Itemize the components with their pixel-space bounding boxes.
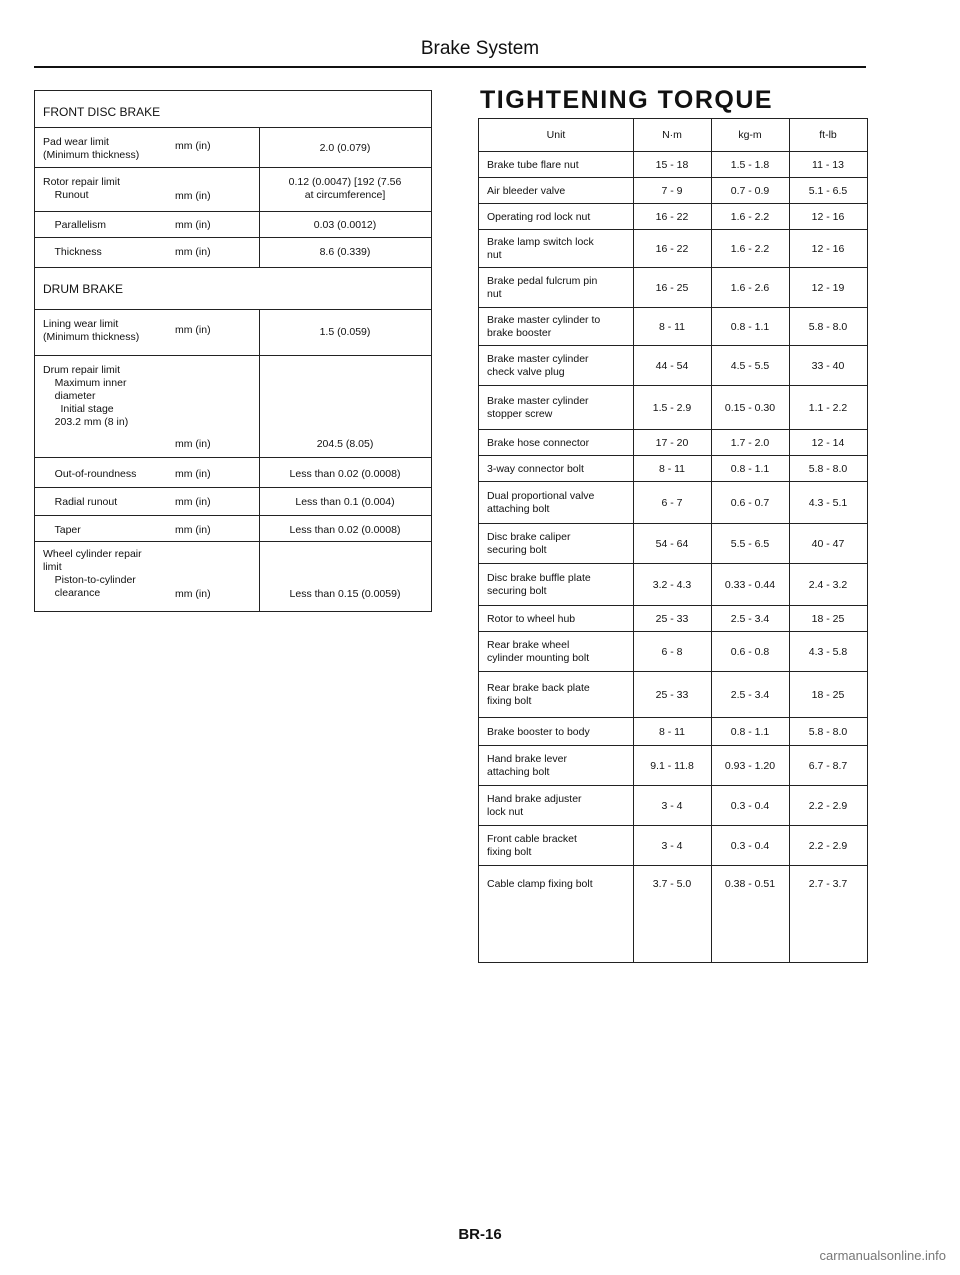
table-row [479, 745, 867, 786]
spec-row [35, 127, 431, 168]
spec-value: Less than 0.1 (0.004) [295, 496, 395, 508]
tightening-torque-table [478, 118, 868, 963]
torque-nm: 8 - 11 [658, 320, 686, 333]
table-row [479, 605, 867, 632]
column-divider [711, 119, 712, 962]
spec-unit: mm (in) [175, 140, 211, 152]
torque-kgm: 0.7 - 0.9 [730, 184, 770, 197]
torque-ftlb: 2.4 - 3.2 [808, 578, 848, 591]
table-header-row [479, 119, 867, 151]
spec-label: Radial runout [43, 496, 118, 508]
spec-unit: mm (in) [175, 324, 211, 336]
spec-unit: mm (in) [175, 190, 211, 202]
column-divider [789, 119, 790, 962]
fastener-name: Rear brake wheel cylinder mounting bolt [487, 639, 590, 664]
torque-kgm: 4.5 - 5.5 [730, 359, 770, 372]
torque-nm: 3 - 4 [661, 839, 683, 852]
table-row [479, 631, 867, 672]
torque-kgm: 0.38 - 0.51 [724, 877, 776, 890]
column-divider [259, 356, 260, 458]
torque-nm: 16 - 22 [655, 210, 689, 223]
spec-row [35, 167, 431, 212]
table-row [479, 865, 867, 902]
fastener-name: Brake master cylinder stopper screw [487, 395, 589, 420]
fastener-name: 3-way connector bolt [487, 462, 584, 475]
torque-kgm: 2.5 - 3.4 [730, 688, 770, 701]
spec-unit: mm (in) [175, 468, 211, 480]
spec-unit: mm (in) [175, 438, 211, 450]
tightening-torque-title: TIGHTENING TORQUE [480, 86, 774, 114]
fastener-name: Cable clamp fixing bolt [487, 877, 593, 890]
torque-nm: 7 - 9 [661, 184, 683, 197]
spec-unit: mm (in) [175, 524, 211, 536]
torque-nm: 15 - 18 [655, 158, 689, 171]
fastener-name: Front cable bracket fixing bolt [487, 833, 577, 858]
spec-row [35, 541, 431, 612]
torque-ftlb: 18 - 25 [811, 688, 845, 701]
torque-ftlb: 12 - 19 [811, 281, 845, 294]
fastener-name: Rear brake back plate fixing bolt [487, 682, 590, 707]
spec-unit: mm (in) [175, 496, 211, 508]
torque-kgm: 5.5 - 6.5 [730, 537, 770, 550]
spec-row [35, 457, 431, 488]
spec-label: Taper [43, 524, 81, 536]
torque-ftlb: 12 - 14 [811, 436, 845, 449]
fastener-name: Disc brake caliper securing bolt [487, 531, 571, 556]
table-row [479, 151, 867, 178]
torque-nm: 6 - 8 [661, 645, 683, 658]
fastener-name: Operating rod lock nut [487, 210, 591, 223]
drum-brake-row [35, 267, 431, 310]
table-row [479, 563, 867, 606]
torque-ftlb: 5.1 - 6.5 [808, 184, 848, 197]
table-row [479, 429, 867, 456]
torque-nm: 3.7 - 5.0 [652, 877, 692, 890]
fastener-name: Dual proportional valve attaching bolt [487, 490, 595, 515]
spec-value: Less than 0.15 (0.0059) [289, 588, 401, 600]
fastener-name: Brake master cylinder check valve plug [487, 353, 589, 378]
spec-row [35, 211, 431, 238]
header-rule [34, 66, 866, 68]
fastener-name: Rotor to wheel hub [487, 612, 576, 625]
torque-ftlb: 12 - 16 [811, 210, 845, 223]
torque-kgm: 0.3 - 0.4 [730, 839, 770, 852]
table-row [479, 455, 867, 482]
torque-nm: 6 - 7 [661, 496, 683, 509]
table-row [479, 229, 867, 268]
fastener-name: Air bleeder valve [487, 184, 566, 197]
column-divider [259, 168, 260, 212]
fastener-name: Hand brake lever attaching bolt [487, 753, 567, 778]
spec-value: 1.5 (0.059) [319, 326, 371, 338]
column-divider [259, 128, 260, 168]
torque-nm: 16 - 22 [655, 242, 689, 255]
front-disc-brake-title: FRONT DISC BRAKE [43, 105, 161, 119]
torque-ftlb: 5.8 - 8.0 [808, 462, 848, 475]
spec-unit: mm (in) [175, 588, 211, 600]
torque-ftlb: 2.7 - 3.7 [808, 877, 848, 890]
torque-ftlb: 40 - 47 [811, 537, 845, 550]
torque-kgm: 1.6 - 2.2 [730, 210, 770, 223]
spec-label: Pad wear limit (Minimum thickness) [43, 136, 140, 161]
fastener-name: Brake tube flare nut [487, 158, 579, 171]
torque-nm: 54 - 64 [655, 537, 689, 550]
spec-label: Out-of-roundness [43, 468, 137, 480]
torque-ftlb: 33 - 40 [811, 359, 845, 372]
table-row [479, 385, 867, 430]
torque-kgm: 0.6 - 0.8 [730, 645, 770, 658]
torque-kgm: 0.93 - 1.20 [724, 759, 776, 772]
torque-kgm: 0.33 - 0.44 [724, 578, 776, 591]
torque-ftlb: 18 - 25 [811, 612, 845, 625]
torque-kgm: 1.5 - 1.8 [730, 158, 770, 171]
spec-value: Less than 0.02 (0.0008) [289, 468, 401, 480]
torque-ftlb: 4.3 - 5.1 [808, 496, 848, 509]
fastener-name: Brake booster to body [487, 725, 590, 738]
torque-kgm: 1.7 - 2.0 [730, 436, 770, 449]
column-divider [259, 488, 260, 516]
ftlb-header: ft-lb [819, 128, 837, 141]
fastener-name: Disc brake buffle plate securing bolt [487, 572, 591, 597]
torque-ftlb: 5.8 - 8.0 [808, 320, 848, 333]
torque-kgm: 1.6 - 2.2 [730, 242, 770, 255]
column-divider [259, 310, 260, 356]
page-title: Brake System [420, 38, 540, 59]
torque-nm: 8 - 11 [658, 462, 686, 475]
unit-header: Unit [546, 128, 566, 141]
spec-row [35, 487, 431, 516]
torque-ftlb: 1.1 - 2.2 [808, 401, 848, 414]
torque-kgm: 1.6 - 2.6 [730, 281, 770, 294]
fastener-name: Brake pedal fulcrum pin nut [487, 275, 598, 300]
torque-ftlb: 2.2 - 2.9 [808, 799, 848, 812]
spec-label: Thickness [43, 246, 102, 258]
column-divider [259, 516, 260, 542]
fastener-name: Brake hose connector [487, 436, 590, 449]
spec-value: 0.12 (0.0047) [192 (7.56 at circumference] [288, 176, 402, 201]
spec-row [35, 515, 431, 542]
spec-label: Parallelism [43, 219, 107, 231]
torque-ftlb: 2.2 - 2.9 [808, 839, 848, 852]
watermark: carmanualsonline.info [819, 1248, 946, 1263]
table-row [479, 717, 867, 746]
torque-nm: 1.5 - 2.9 [652, 401, 692, 414]
torque-nm: 3 - 4 [661, 799, 683, 812]
torque-ftlb: 12 - 16 [811, 242, 845, 255]
column-divider [633, 119, 634, 962]
column-divider [259, 542, 260, 612]
nm-header: N·m [662, 128, 682, 141]
torque-nm: 25 - 33 [655, 688, 689, 701]
spec-unit: mm (in) [175, 246, 211, 258]
torque-ftlb: 5.8 - 8.0 [808, 725, 848, 738]
spec-label: Wheel cylinder repair limit Piston-to-cylinder clearance [43, 548, 142, 599]
torque-nm: 3.2 - 4.3 [652, 578, 692, 591]
spec-row [35, 237, 431, 268]
spec-value: 204.5 (8.05) [316, 438, 374, 450]
table-row [479, 203, 867, 230]
table-row [479, 307, 867, 346]
column-divider [259, 238, 260, 268]
spec-unit: mm (in) [175, 219, 211, 231]
torque-kgm: 0.6 - 0.7 [730, 496, 770, 509]
torque-nm: 16 - 25 [655, 281, 689, 294]
spec-label: Lining wear limit (Minimum thickness) [43, 318, 140, 343]
table-row [479, 177, 867, 204]
table-row [479, 785, 867, 826]
torque-kgm: 2.5 - 3.4 [730, 612, 770, 625]
column-divider [259, 212, 260, 238]
spec-value: Less than 0.02 (0.0008) [289, 524, 401, 536]
torque-ftlb: 6.7 - 8.7 [808, 759, 848, 772]
table-row [479, 481, 867, 524]
kgm-header: kg-m [738, 128, 762, 141]
column-divider [259, 458, 260, 488]
torque-ftlb: 11 - 13 [812, 158, 844, 171]
fastener-name: Hand brake adjuster lock nut [487, 793, 582, 818]
torque-kgm: 0.8 - 1.1 [730, 320, 770, 333]
table-row [479, 267, 867, 308]
torque-nm: 9.1 - 11.8 [650, 759, 694, 772]
drum-brake-title: DRUM BRAKE [43, 282, 124, 296]
table-row [479, 825, 867, 866]
table-row [479, 523, 867, 564]
torque-nm: 44 - 54 [655, 359, 689, 372]
fastener-name: Brake master cylinder to brake booster [487, 314, 601, 339]
table-row [479, 671, 867, 718]
torque-kgm: 0.8 - 1.1 [730, 462, 770, 475]
torque-ftlb: 4.3 - 5.8 [808, 645, 848, 658]
page-number: BR-16 [458, 1226, 502, 1243]
spec-label: Drum repair limit Maximum inner diameter Initial stage 203.2 mm (8 in) [43, 364, 129, 428]
fastener-name: Brake lamp switch lock nut [487, 236, 594, 261]
torque-kgm: 0.8 - 1.1 [730, 725, 770, 738]
torque-kgm: 0.15 - 0.30 [724, 401, 776, 414]
spec-row [35, 309, 431, 356]
torque-nm: 8 - 11 [658, 725, 686, 738]
spec-value: 2.0 (0.079) [319, 142, 371, 154]
spec-value: 0.03 (0.0012) [313, 219, 377, 231]
torque-nm: 25 - 33 [655, 612, 689, 625]
torque-kgm: 0.3 - 0.4 [730, 799, 770, 812]
spec-label: Rotor repair limit Runout [43, 176, 121, 201]
spec-row [35, 355, 431, 458]
spec-value: 8.6 (0.339) [319, 246, 371, 258]
torque-nm: 17 - 20 [655, 436, 689, 449]
table-row [479, 345, 867, 386]
brake-specifications-table [34, 90, 432, 612]
